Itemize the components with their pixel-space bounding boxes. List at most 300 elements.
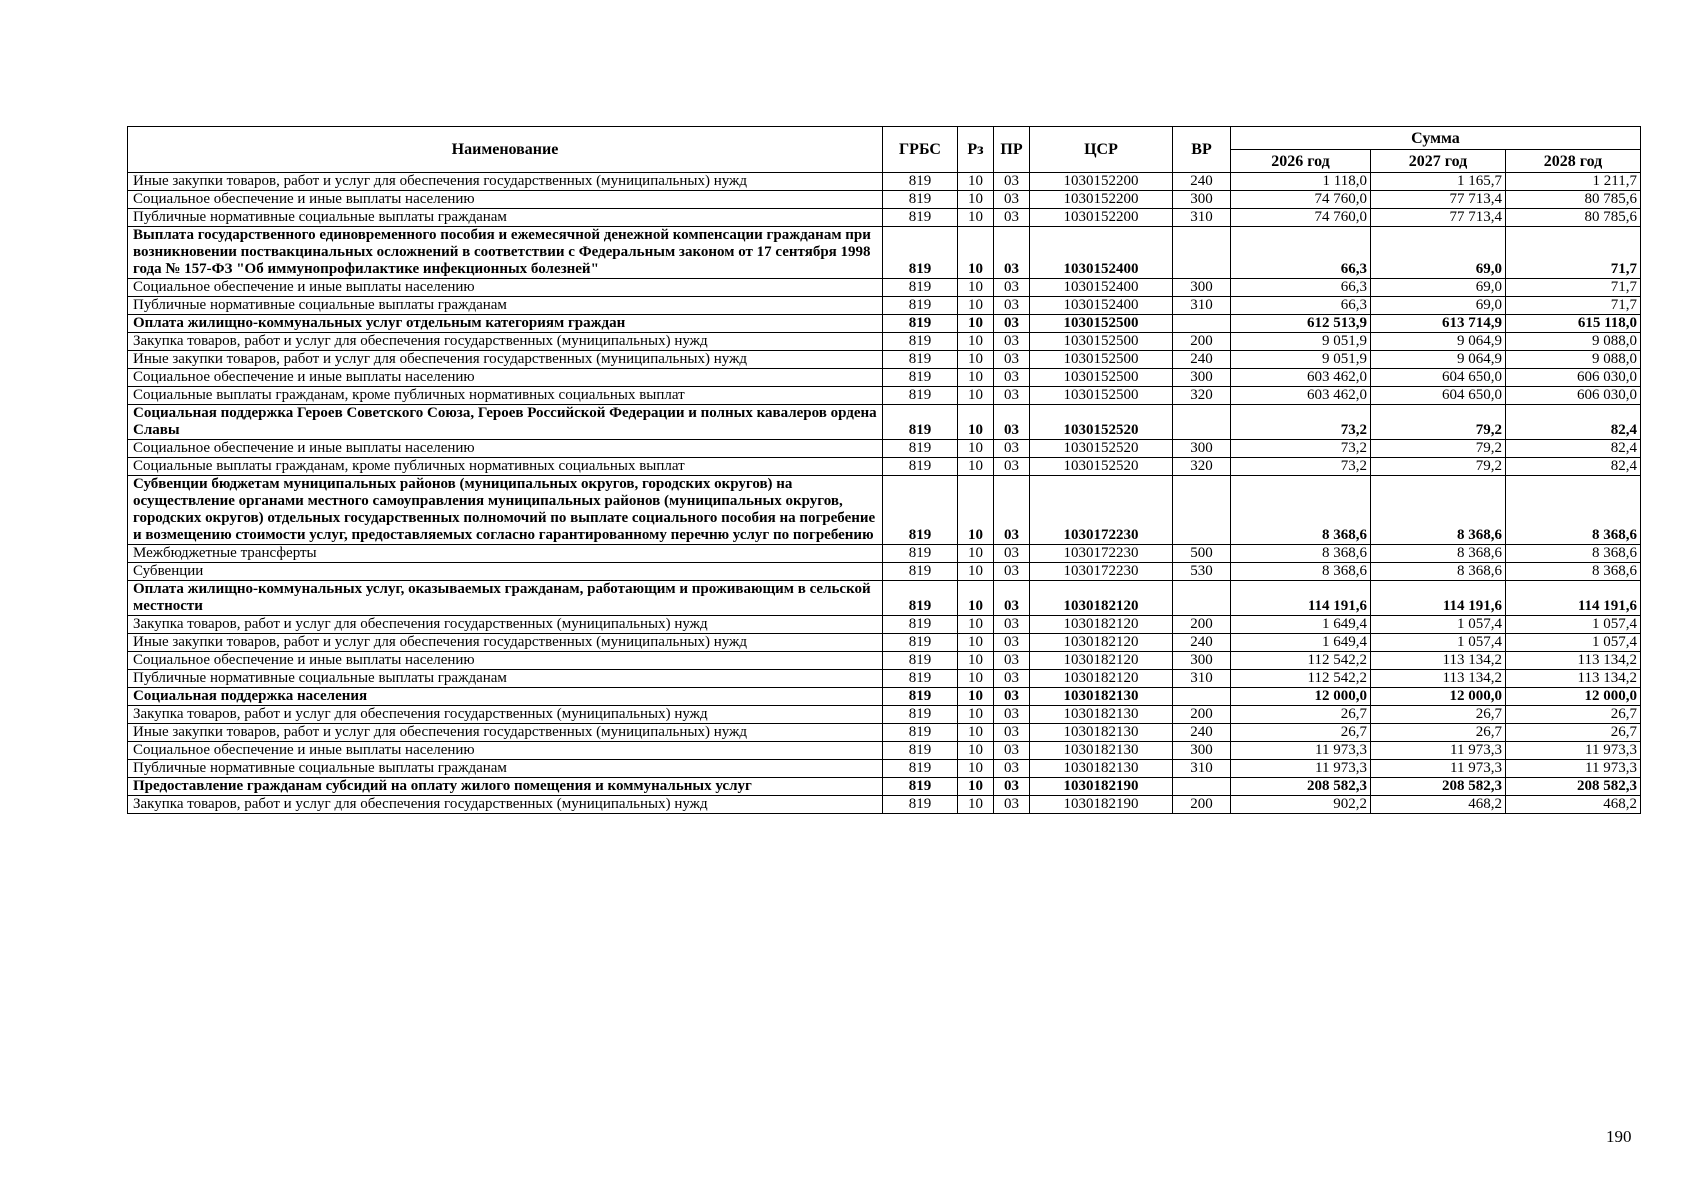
cell-pr: 03: [994, 670, 1030, 688]
cell-vr: 200: [1173, 333, 1231, 351]
cell-y2026: 9 051,9: [1231, 333, 1371, 351]
cell-y2028: 9 088,0: [1506, 333, 1641, 351]
cell-y2026: 603 462,0: [1231, 387, 1371, 405]
cell-pr: 03: [994, 315, 1030, 333]
cell-y2027: 1 165,7: [1371, 173, 1506, 191]
cell-y2027: 8 368,6: [1371, 476, 1506, 545]
cell-y2027: 26,7: [1371, 706, 1506, 724]
table-row: [128, 724, 1641, 742]
cell-y2028: 1 211,7: [1506, 173, 1641, 191]
cell-vr: 200: [1173, 796, 1231, 814]
cell-y2028: 12 000,0: [1506, 688, 1641, 706]
col-header-pr: ПР: [994, 127, 1030, 173]
cell-csr: 1030152520: [1030, 440, 1173, 458]
cell-y2028: 82,4: [1506, 405, 1641, 440]
table-row: [128, 315, 1641, 333]
cell-csr: 1030172230: [1030, 545, 1173, 563]
cell-vr: [1173, 581, 1231, 616]
cell-grbs: 819: [883, 616, 958, 634]
cell-rz: 10: [958, 458, 994, 476]
cell-rz: 10: [958, 297, 994, 315]
cell-pr: 03: [994, 616, 1030, 634]
cell-y2026: 73,2: [1231, 405, 1371, 440]
cell-name: Иные закупки товаров, работ и услуг для обеспечения государственных (муниципальных) нужд: [128, 634, 883, 652]
table-row: [128, 297, 1641, 315]
cell-rz: 10: [958, 227, 994, 279]
cell-name: Социальные выплаты гражданам, кроме публичных нормативных социальных выплат: [128, 387, 883, 405]
cell-y2028: 113 134,2: [1506, 670, 1641, 688]
cell-pr: 03: [994, 333, 1030, 351]
cell-y2027: 1 057,4: [1371, 616, 1506, 634]
cell-vr: 310: [1173, 670, 1231, 688]
cell-name: Иные закупки товаров, работ и услуг для обеспечения государственных (муниципальных) нужд: [128, 724, 883, 742]
cell-name: Межбюджетные трансферты: [128, 545, 883, 563]
cell-y2028: 71,7: [1506, 297, 1641, 315]
cell-pr: 03: [994, 297, 1030, 315]
cell-pr: 03: [994, 778, 1030, 796]
cell-vr: [1173, 476, 1231, 545]
cell-vr: 240: [1173, 634, 1231, 652]
cell-y2026: 74 760,0: [1231, 191, 1371, 209]
cell-pr: 03: [994, 724, 1030, 742]
cell-csr: 1030182130: [1030, 706, 1173, 724]
cell-y2027: 69,0: [1371, 297, 1506, 315]
col-header-vr: ВР: [1173, 127, 1231, 173]
cell-grbs: 819: [883, 405, 958, 440]
cell-grbs: 819: [883, 652, 958, 670]
cell-y2028: 113 134,2: [1506, 652, 1641, 670]
table-row: [128, 760, 1641, 778]
cell-rz: 10: [958, 706, 994, 724]
cell-name: Социальное обеспечение и иные выплаты населению: [128, 652, 883, 670]
cell-csr: 1030182120: [1030, 670, 1173, 688]
cell-y2027: 79,2: [1371, 405, 1506, 440]
table-row: [128, 670, 1641, 688]
cell-csr: 1030152500: [1030, 351, 1173, 369]
cell-y2027: 114 191,6: [1371, 581, 1506, 616]
table-row: [128, 227, 1641, 279]
cell-y2028: 11 973,3: [1506, 760, 1641, 778]
cell-rz: 10: [958, 634, 994, 652]
cell-name: Предоставление гражданам субсидий на оплату жилого помещения и коммунальных услуг: [128, 778, 883, 796]
cell-rz: 10: [958, 333, 994, 351]
cell-y2026: 11 973,3: [1231, 760, 1371, 778]
table-row: [128, 405, 1641, 440]
cell-vr: 300: [1173, 440, 1231, 458]
cell-y2026: 612 513,9: [1231, 315, 1371, 333]
cell-pr: 03: [994, 476, 1030, 545]
cell-csr: 1030152400: [1030, 297, 1173, 315]
cell-y2026: 1 649,4: [1231, 634, 1371, 652]
page-number: 190: [1606, 1127, 1632, 1146]
cell-grbs: 819: [883, 742, 958, 760]
col-header-sum: Сумма: [1231, 127, 1641, 150]
cell-grbs: 819: [883, 581, 958, 616]
cell-y2028: 71,7: [1506, 227, 1641, 279]
cell-grbs: 819: [883, 315, 958, 333]
cell-grbs: 819: [883, 297, 958, 315]
cell-y2027: 8 368,6: [1371, 545, 1506, 563]
col-header-2027: 2027 год: [1371, 150, 1506, 173]
cell-pr: 03: [994, 440, 1030, 458]
cell-name: Закупка товаров, работ и услуг для обеспечения государственных (муниципальных) нужд: [128, 706, 883, 724]
cell-y2028: 82,4: [1506, 440, 1641, 458]
cell-name: Социальное обеспечение и иные выплаты населению: [128, 279, 883, 297]
cell-name: Социальная поддержка Героев Советского Союза, Героев Российской Федерации и полных кавалеров ордена Славы: [128, 405, 883, 440]
cell-y2026: 603 462,0: [1231, 369, 1371, 387]
cell-vr: [1173, 405, 1231, 440]
cell-y2026: 8 368,6: [1231, 563, 1371, 581]
cell-name: Закупка товаров, работ и услуг для обеспечения государственных (муниципальных) нужд: [128, 333, 883, 351]
cell-vr: 310: [1173, 760, 1231, 778]
cell-vr: 320: [1173, 458, 1231, 476]
cell-pr: 03: [994, 209, 1030, 227]
cell-y2027: 8 368,6: [1371, 563, 1506, 581]
cell-csr: 1030152520: [1030, 405, 1173, 440]
cell-rz: 10: [958, 581, 994, 616]
cell-y2026: 902,2: [1231, 796, 1371, 814]
table-row: [128, 351, 1641, 369]
cell-grbs: 819: [883, 351, 958, 369]
cell-csr: 1030152520: [1030, 458, 1173, 476]
cell-rz: 10: [958, 351, 994, 369]
cell-vr: 310: [1173, 209, 1231, 227]
cell-pr: 03: [994, 405, 1030, 440]
budget-table: [127, 126, 1641, 814]
cell-grbs: 819: [883, 440, 958, 458]
cell-csr: 1030152500: [1030, 387, 1173, 405]
cell-csr: 1030182130: [1030, 760, 1173, 778]
table-row: [128, 796, 1641, 814]
cell-name: Публичные нормативные социальные выплаты гражданам: [128, 297, 883, 315]
cell-y2027: 468,2: [1371, 796, 1506, 814]
cell-name: Выплата государственного единовременного пособия и ежемесячной денежной компенсации гражданам при возникновении поствакцинальных осложнений в соответствии с Федеральным законом от 17 сентября 1998 года № 157-ФЗ "Об иммунопрофилактике инфекционных болезней": [128, 227, 883, 279]
cell-vr: 530: [1173, 563, 1231, 581]
cell-pr: 03: [994, 760, 1030, 778]
table-row: [128, 688, 1641, 706]
cell-y2026: 112 542,2: [1231, 670, 1371, 688]
cell-pr: 03: [994, 173, 1030, 191]
cell-pr: 03: [994, 458, 1030, 476]
table-row: [128, 616, 1641, 634]
table-row: [128, 209, 1641, 227]
cell-y2028: 9 088,0: [1506, 351, 1641, 369]
cell-name: Социальное обеспечение и иные выплаты населению: [128, 742, 883, 760]
cell-csr: 1030152200: [1030, 173, 1173, 191]
cell-name: Иные закупки товаров, работ и услуг для обеспечения государственных (муниципальных) нужд: [128, 173, 883, 191]
cell-rz: 10: [958, 476, 994, 545]
cell-y2028: 8 368,6: [1506, 545, 1641, 563]
cell-vr: 240: [1173, 173, 1231, 191]
table-row: [128, 652, 1641, 670]
table-row: [128, 545, 1641, 563]
cell-grbs: 819: [883, 778, 958, 796]
cell-vr: [1173, 227, 1231, 279]
cell-grbs: 819: [883, 706, 958, 724]
cell-rz: 10: [958, 387, 994, 405]
cell-vr: [1173, 315, 1231, 333]
cell-y2026: 66,3: [1231, 297, 1371, 315]
cell-y2027: 69,0: [1371, 279, 1506, 297]
cell-grbs: 819: [883, 670, 958, 688]
cell-rz: 10: [958, 760, 994, 778]
col-header-2028: 2028 год: [1506, 150, 1641, 173]
table-row: [128, 458, 1641, 476]
cell-grbs: 819: [883, 209, 958, 227]
cell-y2027: 113 134,2: [1371, 652, 1506, 670]
cell-csr: 1030182120: [1030, 581, 1173, 616]
cell-pr: 03: [994, 369, 1030, 387]
cell-y2028: 11 973,3: [1506, 742, 1641, 760]
cell-grbs: 819: [883, 191, 958, 209]
cell-grbs: 819: [883, 369, 958, 387]
cell-vr: [1173, 778, 1231, 796]
table-row: [128, 581, 1641, 616]
table-row: [128, 563, 1641, 581]
cell-y2028: 8 368,6: [1506, 563, 1641, 581]
cell-y2026: 66,3: [1231, 227, 1371, 279]
cell-grbs: 819: [883, 173, 958, 191]
cell-name: Закупка товаров, работ и услуг для обеспечения государственных (муниципальных) нужд: [128, 616, 883, 634]
cell-y2028: 1 057,4: [1506, 616, 1641, 634]
cell-y2027: 9 064,9: [1371, 333, 1506, 351]
cell-grbs: 819: [883, 458, 958, 476]
cell-csr: 1030152400: [1030, 227, 1173, 279]
cell-pr: 03: [994, 351, 1030, 369]
cell-rz: 10: [958, 209, 994, 227]
cell-rz: 10: [958, 173, 994, 191]
cell-y2028: 208 582,3: [1506, 778, 1641, 796]
cell-vr: 200: [1173, 706, 1231, 724]
cell-y2027: 77 713,4: [1371, 209, 1506, 227]
cell-y2027: 26,7: [1371, 724, 1506, 742]
cell-y2027: 79,2: [1371, 440, 1506, 458]
cell-vr: 200: [1173, 616, 1231, 634]
table-row: [128, 279, 1641, 297]
cell-name: Публичные нормативные социальные выплаты гражданам: [128, 670, 883, 688]
cell-vr: 300: [1173, 191, 1231, 209]
cell-y2028: 26,7: [1506, 724, 1641, 742]
col-header-csr: ЦСР: [1030, 127, 1173, 173]
cell-y2027: 11 973,3: [1371, 742, 1506, 760]
cell-y2028: 82,4: [1506, 458, 1641, 476]
cell-grbs: 819: [883, 227, 958, 279]
cell-y2027: 9 064,9: [1371, 351, 1506, 369]
col-header-2026: 2026 год: [1231, 150, 1371, 173]
cell-csr: 1030152500: [1030, 369, 1173, 387]
cell-y2028: 114 191,6: [1506, 581, 1641, 616]
cell-y2027: 113 134,2: [1371, 670, 1506, 688]
cell-name: Публичные нормативные социальные выплаты гражданам: [128, 760, 883, 778]
cell-csr: 1030182130: [1030, 724, 1173, 742]
cell-y2028: 615 118,0: [1506, 315, 1641, 333]
cell-rz: 10: [958, 688, 994, 706]
cell-rz: 10: [958, 742, 994, 760]
cell-pr: 03: [994, 387, 1030, 405]
cell-vr: 500: [1173, 545, 1231, 563]
cell-y2026: 11 973,3: [1231, 742, 1371, 760]
header-row-1: [128, 127, 1641, 150]
cell-csr: 1030182190: [1030, 778, 1173, 796]
cell-y2026: 26,7: [1231, 724, 1371, 742]
cell-csr: 1030182120: [1030, 616, 1173, 634]
cell-pr: 03: [994, 634, 1030, 652]
cell-y2026: 8 368,6: [1231, 476, 1371, 545]
cell-y2027: 1 057,4: [1371, 634, 1506, 652]
cell-name: Социальная поддержка населения: [128, 688, 883, 706]
cell-grbs: 819: [883, 387, 958, 405]
table-row: [128, 173, 1641, 191]
cell-pr: 03: [994, 688, 1030, 706]
cell-name: Субвенции: [128, 563, 883, 581]
cell-vr: [1173, 688, 1231, 706]
cell-pr: 03: [994, 706, 1030, 724]
cell-y2026: 12 000,0: [1231, 688, 1371, 706]
table-row: [128, 191, 1641, 209]
table-row: [128, 706, 1641, 724]
cell-y2027: 613 714,9: [1371, 315, 1506, 333]
cell-name: Социальное обеспечение и иные выплаты населению: [128, 440, 883, 458]
table-row: [128, 333, 1641, 351]
cell-grbs: 819: [883, 724, 958, 742]
cell-csr: 1030182120: [1030, 634, 1173, 652]
cell-y2026: 66,3: [1231, 279, 1371, 297]
col-header-name: Наименование: [128, 127, 883, 173]
cell-csr: 1030182130: [1030, 688, 1173, 706]
cell-name: Публичные нормативные социальные выплаты гражданам: [128, 209, 883, 227]
cell-y2028: 1 057,4: [1506, 634, 1641, 652]
col-header-grbs: ГРБС: [883, 127, 958, 173]
cell-name: Социальное обеспечение и иные выплаты населению: [128, 369, 883, 387]
cell-csr: 1030152200: [1030, 191, 1173, 209]
cell-grbs: 819: [883, 563, 958, 581]
cell-y2026: 26,7: [1231, 706, 1371, 724]
cell-vr: 240: [1173, 351, 1231, 369]
cell-pr: 03: [994, 796, 1030, 814]
cell-pr: 03: [994, 563, 1030, 581]
cell-rz: 10: [958, 191, 994, 209]
cell-name: Социальное обеспечение и иные выплаты населению: [128, 191, 883, 209]
cell-rz: 10: [958, 440, 994, 458]
cell-vr: 310: [1173, 297, 1231, 315]
cell-y2026: 73,2: [1231, 458, 1371, 476]
cell-rz: 10: [958, 670, 994, 688]
cell-pr: 03: [994, 279, 1030, 297]
cell-pr: 03: [994, 227, 1030, 279]
cell-y2027: 11 973,3: [1371, 760, 1506, 778]
cell-y2028: 71,7: [1506, 279, 1641, 297]
cell-y2028: 8 368,6: [1506, 476, 1641, 545]
cell-vr: 300: [1173, 369, 1231, 387]
table-row: [128, 369, 1641, 387]
cell-grbs: 819: [883, 760, 958, 778]
cell-rz: 10: [958, 369, 994, 387]
cell-y2028: 468,2: [1506, 796, 1641, 814]
cell-y2026: 114 191,6: [1231, 581, 1371, 616]
cell-csr: 1030172230: [1030, 476, 1173, 545]
cell-csr: 1030182120: [1030, 652, 1173, 670]
cell-y2026: 112 542,2: [1231, 652, 1371, 670]
cell-rz: 10: [958, 778, 994, 796]
cell-csr: 1030152500: [1030, 315, 1173, 333]
cell-name: Иные закупки товаров, работ и услуг для обеспечения государственных (муниципальных) нужд: [128, 351, 883, 369]
cell-y2027: 604 650,0: [1371, 387, 1506, 405]
cell-vr: 300: [1173, 279, 1231, 297]
cell-y2026: 9 051,9: [1231, 351, 1371, 369]
cell-y2028: 606 030,0: [1506, 387, 1641, 405]
cell-name: Социальные выплаты гражданам, кроме публичных нормативных социальных выплат: [128, 458, 883, 476]
cell-pr: 03: [994, 652, 1030, 670]
cell-y2026: 74 760,0: [1231, 209, 1371, 227]
cell-csr: 1030182130: [1030, 742, 1173, 760]
cell-y2027: 79,2: [1371, 458, 1506, 476]
cell-rz: 10: [958, 279, 994, 297]
cell-csr: 1030152400: [1030, 279, 1173, 297]
table-row: [128, 387, 1641, 405]
table-row: [128, 742, 1641, 760]
cell-y2026: 8 368,6: [1231, 545, 1371, 563]
cell-name: Субвенции бюджетам муниципальных районов (муниципальных округов, городских округов) на осуществление органами местного самоуправления муниципальных районов (муниципальных округов, городских округов) отдельных государственных полномочий по выплате социального пособия на погребение и возмещению стоимости услуг, предоставляемых согласно гарантированному перечню услуг по погребению: [128, 476, 883, 545]
cell-grbs: 819: [883, 333, 958, 351]
cell-pr: 03: [994, 545, 1030, 563]
cell-pr: 03: [994, 742, 1030, 760]
cell-y2027: 604 650,0: [1371, 369, 1506, 387]
cell-y2027: 208 582,3: [1371, 778, 1506, 796]
cell-pr: 03: [994, 191, 1030, 209]
cell-csr: 1030152500: [1030, 333, 1173, 351]
cell-y2028: 80 785,6: [1506, 191, 1641, 209]
cell-y2026: 1 649,4: [1231, 616, 1371, 634]
cell-vr: 320: [1173, 387, 1231, 405]
cell-grbs: 819: [883, 796, 958, 814]
table-row: [128, 634, 1641, 652]
cell-csr: 1030172230: [1030, 563, 1173, 581]
cell-grbs: 819: [883, 688, 958, 706]
table-row: [128, 778, 1641, 796]
table-row: [128, 440, 1641, 458]
cell-y2028: 80 785,6: [1506, 209, 1641, 227]
cell-grbs: 819: [883, 634, 958, 652]
cell-rz: 10: [958, 796, 994, 814]
cell-grbs: 819: [883, 279, 958, 297]
cell-rz: 10: [958, 545, 994, 563]
cell-vr: 300: [1173, 742, 1231, 760]
cell-rz: 10: [958, 563, 994, 581]
cell-rz: 10: [958, 315, 994, 333]
cell-y2026: 1 118,0: [1231, 173, 1371, 191]
cell-pr: 03: [994, 581, 1030, 616]
col-header-rz: Рз: [958, 127, 994, 173]
cell-rz: 10: [958, 405, 994, 440]
cell-rz: 10: [958, 724, 994, 742]
cell-y2026: 208 582,3: [1231, 778, 1371, 796]
cell-y2028: 606 030,0: [1506, 369, 1641, 387]
cell-y2028: 26,7: [1506, 706, 1641, 724]
cell-vr: 300: [1173, 652, 1231, 670]
cell-name: Закупка товаров, работ и услуг для обеспечения государственных (муниципальных) нужд: [128, 796, 883, 814]
cell-csr: 1030152200: [1030, 209, 1173, 227]
cell-vr: 240: [1173, 724, 1231, 742]
cell-grbs: 819: [883, 476, 958, 545]
cell-y2027: 77 713,4: [1371, 191, 1506, 209]
cell-y2026: 73,2: [1231, 440, 1371, 458]
cell-y2027: 12 000,0: [1371, 688, 1506, 706]
cell-y2027: 69,0: [1371, 227, 1506, 279]
cell-rz: 10: [958, 652, 994, 670]
table-body: [128, 173, 1641, 814]
cell-csr: 1030182190: [1030, 796, 1173, 814]
cell-name: Оплата жилищно-коммунальных услуг, оказываемых гражданам, работающим и проживающим в сельской местности: [128, 581, 883, 616]
